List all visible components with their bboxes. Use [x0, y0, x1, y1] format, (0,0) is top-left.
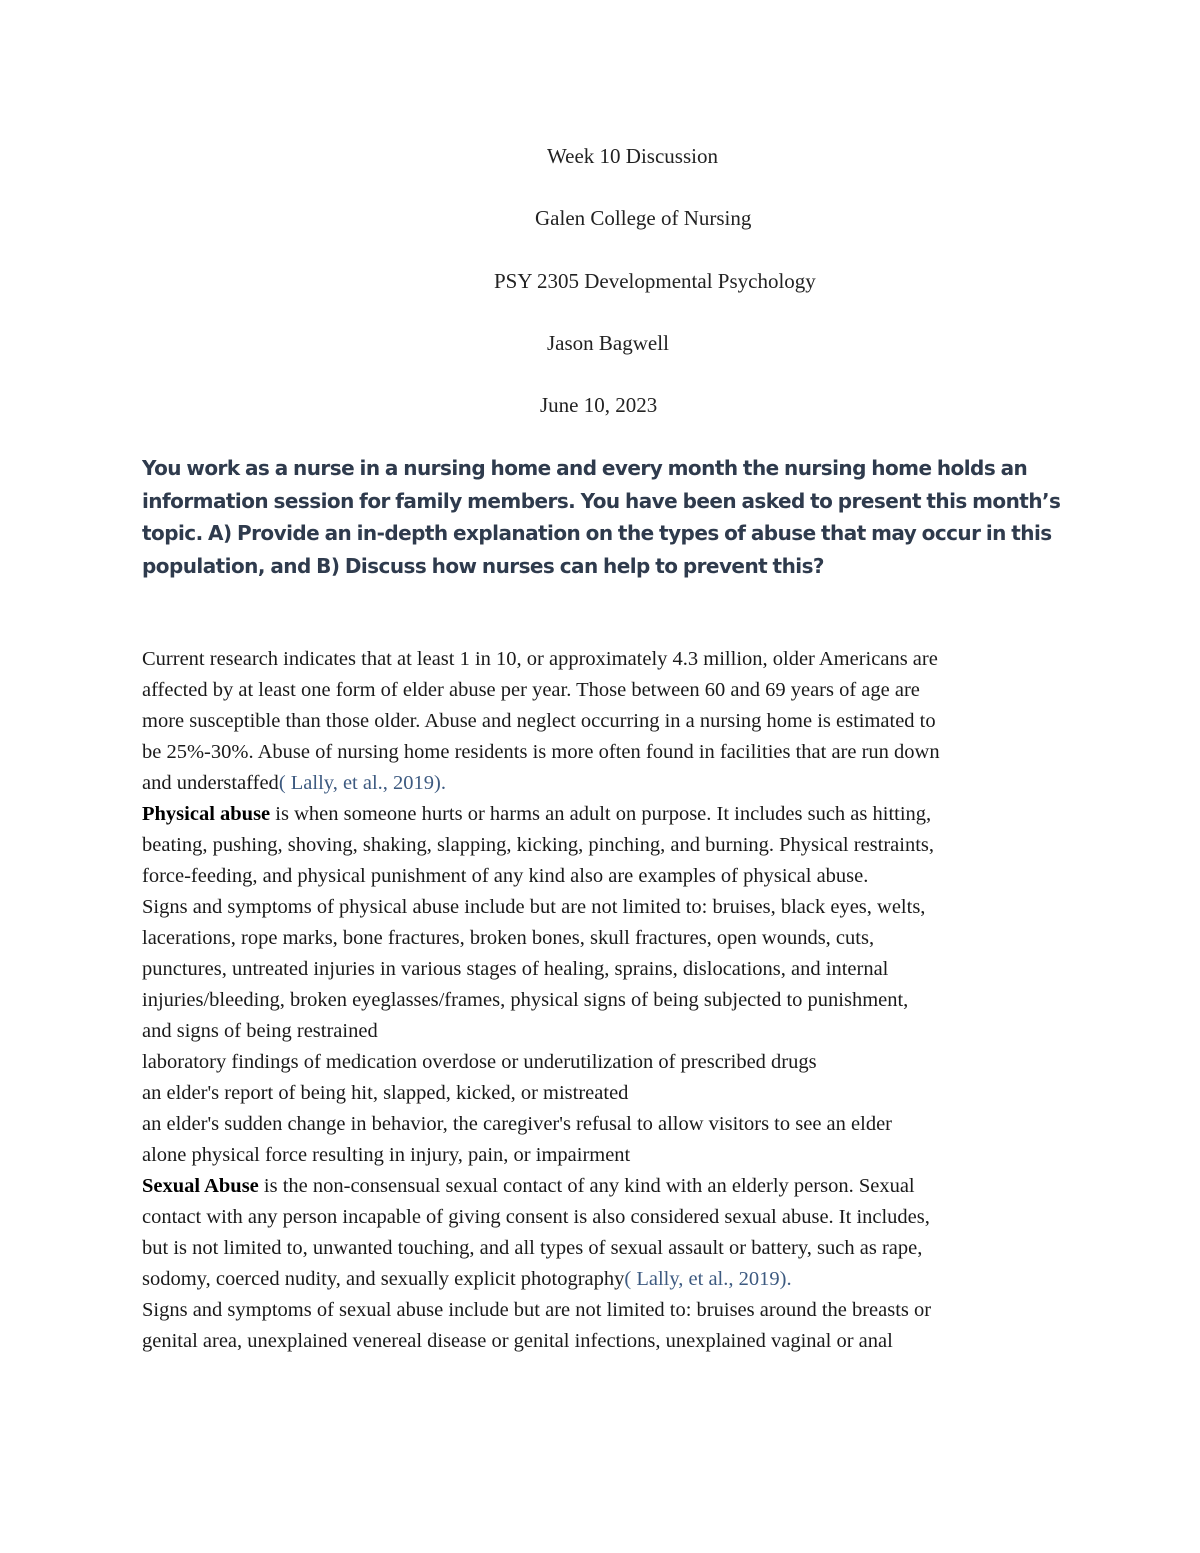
body-line [142, 768, 1082, 799]
course-name: PSY 2305 Developmental Psychology [494, 269, 816, 293]
prompt-line: You work as a nurse in a nursing home and every month the nursing home holds an [142, 456, 1028, 480]
body-line: lacerations, rope marks, bone fractures, broken bones, skull fractures, open wounds, cuts, [142, 927, 875, 949]
citation: ( Lally, et al., 2019). [624, 1268, 792, 1290]
body-line: an elder's report of being hit, slapped, kicked, or mistreated [142, 1082, 629, 1104]
prompt-line: population, and B) Discuss how nurses can help to prevent this? [142, 553, 824, 578]
body-line [142, 1171, 1082, 1202]
body-line: force-feeding, and physical punishment of any kind also are examples of physical abuse. [142, 865, 869, 887]
body-line: Signs and symptoms of physical abuse include but are not limited to: bruises, black eyes, welts, [142, 896, 926, 918]
body-text: and understaffed [142, 772, 279, 794]
body-line [142, 1264, 1082, 1295]
document-date: June 10, 2023 [540, 393, 658, 417]
body-line: laboratory findings of medication overdose or underutilization of prescribed drugs [142, 1051, 817, 1073]
body-line: injuries/bleeding, broken eyeglasses/frames, physical signs of being subjected to punishment, [142, 989, 909, 1011]
citation: ( Lally, et al., 2019). [278, 772, 446, 794]
body-line: more susceptible than those older. Abuse and neglect occurring in a nursing home is estimated to [142, 710, 936, 732]
body-line: and signs of being restrained [142, 1020, 378, 1042]
term-sexual-abuse: Sexual Abuse [142, 1175, 259, 1197]
prompt-line: information session for family members. You have been asked to present this month’s [142, 488, 1061, 513]
college-name: Galen College of Nursing [535, 206, 752, 230]
body-line: Current research indicates that at least 1 in 10, or approximately 4.3 million, older Americans are [142, 648, 938, 670]
response-body [142, 644, 1082, 1357]
body-text: sodomy, coerced nudity, and sexually explicit photography [142, 1268, 625, 1290]
discussion-prompt [142, 452, 1072, 582]
body-line: affected by at least one form of elder abuse per year. Those between 60 and 69 years of age are [142, 679, 920, 701]
body-text: is when someone hurts or harms an adult on purpose. It includes such as hitting, [270, 803, 932, 825]
author-name: Jason Bagwell [547, 331, 669, 355]
body-line: genital area, unexplained venereal disease or genital infections, unexplained vaginal or anal [142, 1330, 893, 1352]
body-line [142, 799, 1082, 830]
body-line: beating, pushing, shoving, shaking, slapping, kicking, pinching, and burning. Physical restraints, [142, 834, 935, 856]
body-line: contact with any person incapable of giving consent is also considered sexual abuse. It includes, [142, 1206, 930, 1228]
week-title: Week 10 Discussion [547, 144, 718, 168]
body-line: an elder's sudden change in behavior, the caregiver's refusal to allow visitors to see an elder [142, 1113, 892, 1135]
body-line: be 25%-30%. Abuse of nursing home residents is more often found in facilities that are run down [142, 741, 940, 763]
body-line: Signs and symptoms of sexual abuse include but are not limited to: bruises around the breasts or [142, 1299, 932, 1321]
body-line: but is not limited to, unwanted touching, and all types of sexual assault or battery, such as rape, [142, 1237, 923, 1259]
term-physical-abuse: Physical abuse [142, 803, 271, 825]
body-line: punctures, untreated injuries in various stages of healing, sprains, dislocations, and internal [142, 958, 889, 980]
body-text: is the non-consensual sexual contact of any kind with an elderly person. Sexual [258, 1175, 915, 1197]
prompt-line: topic. A) Provide an in-depth explanation on the types of abuse that may occur in this [142, 521, 1052, 545]
body-line: alone physical force resulting in injury, pain, or impairment [142, 1144, 631, 1166]
